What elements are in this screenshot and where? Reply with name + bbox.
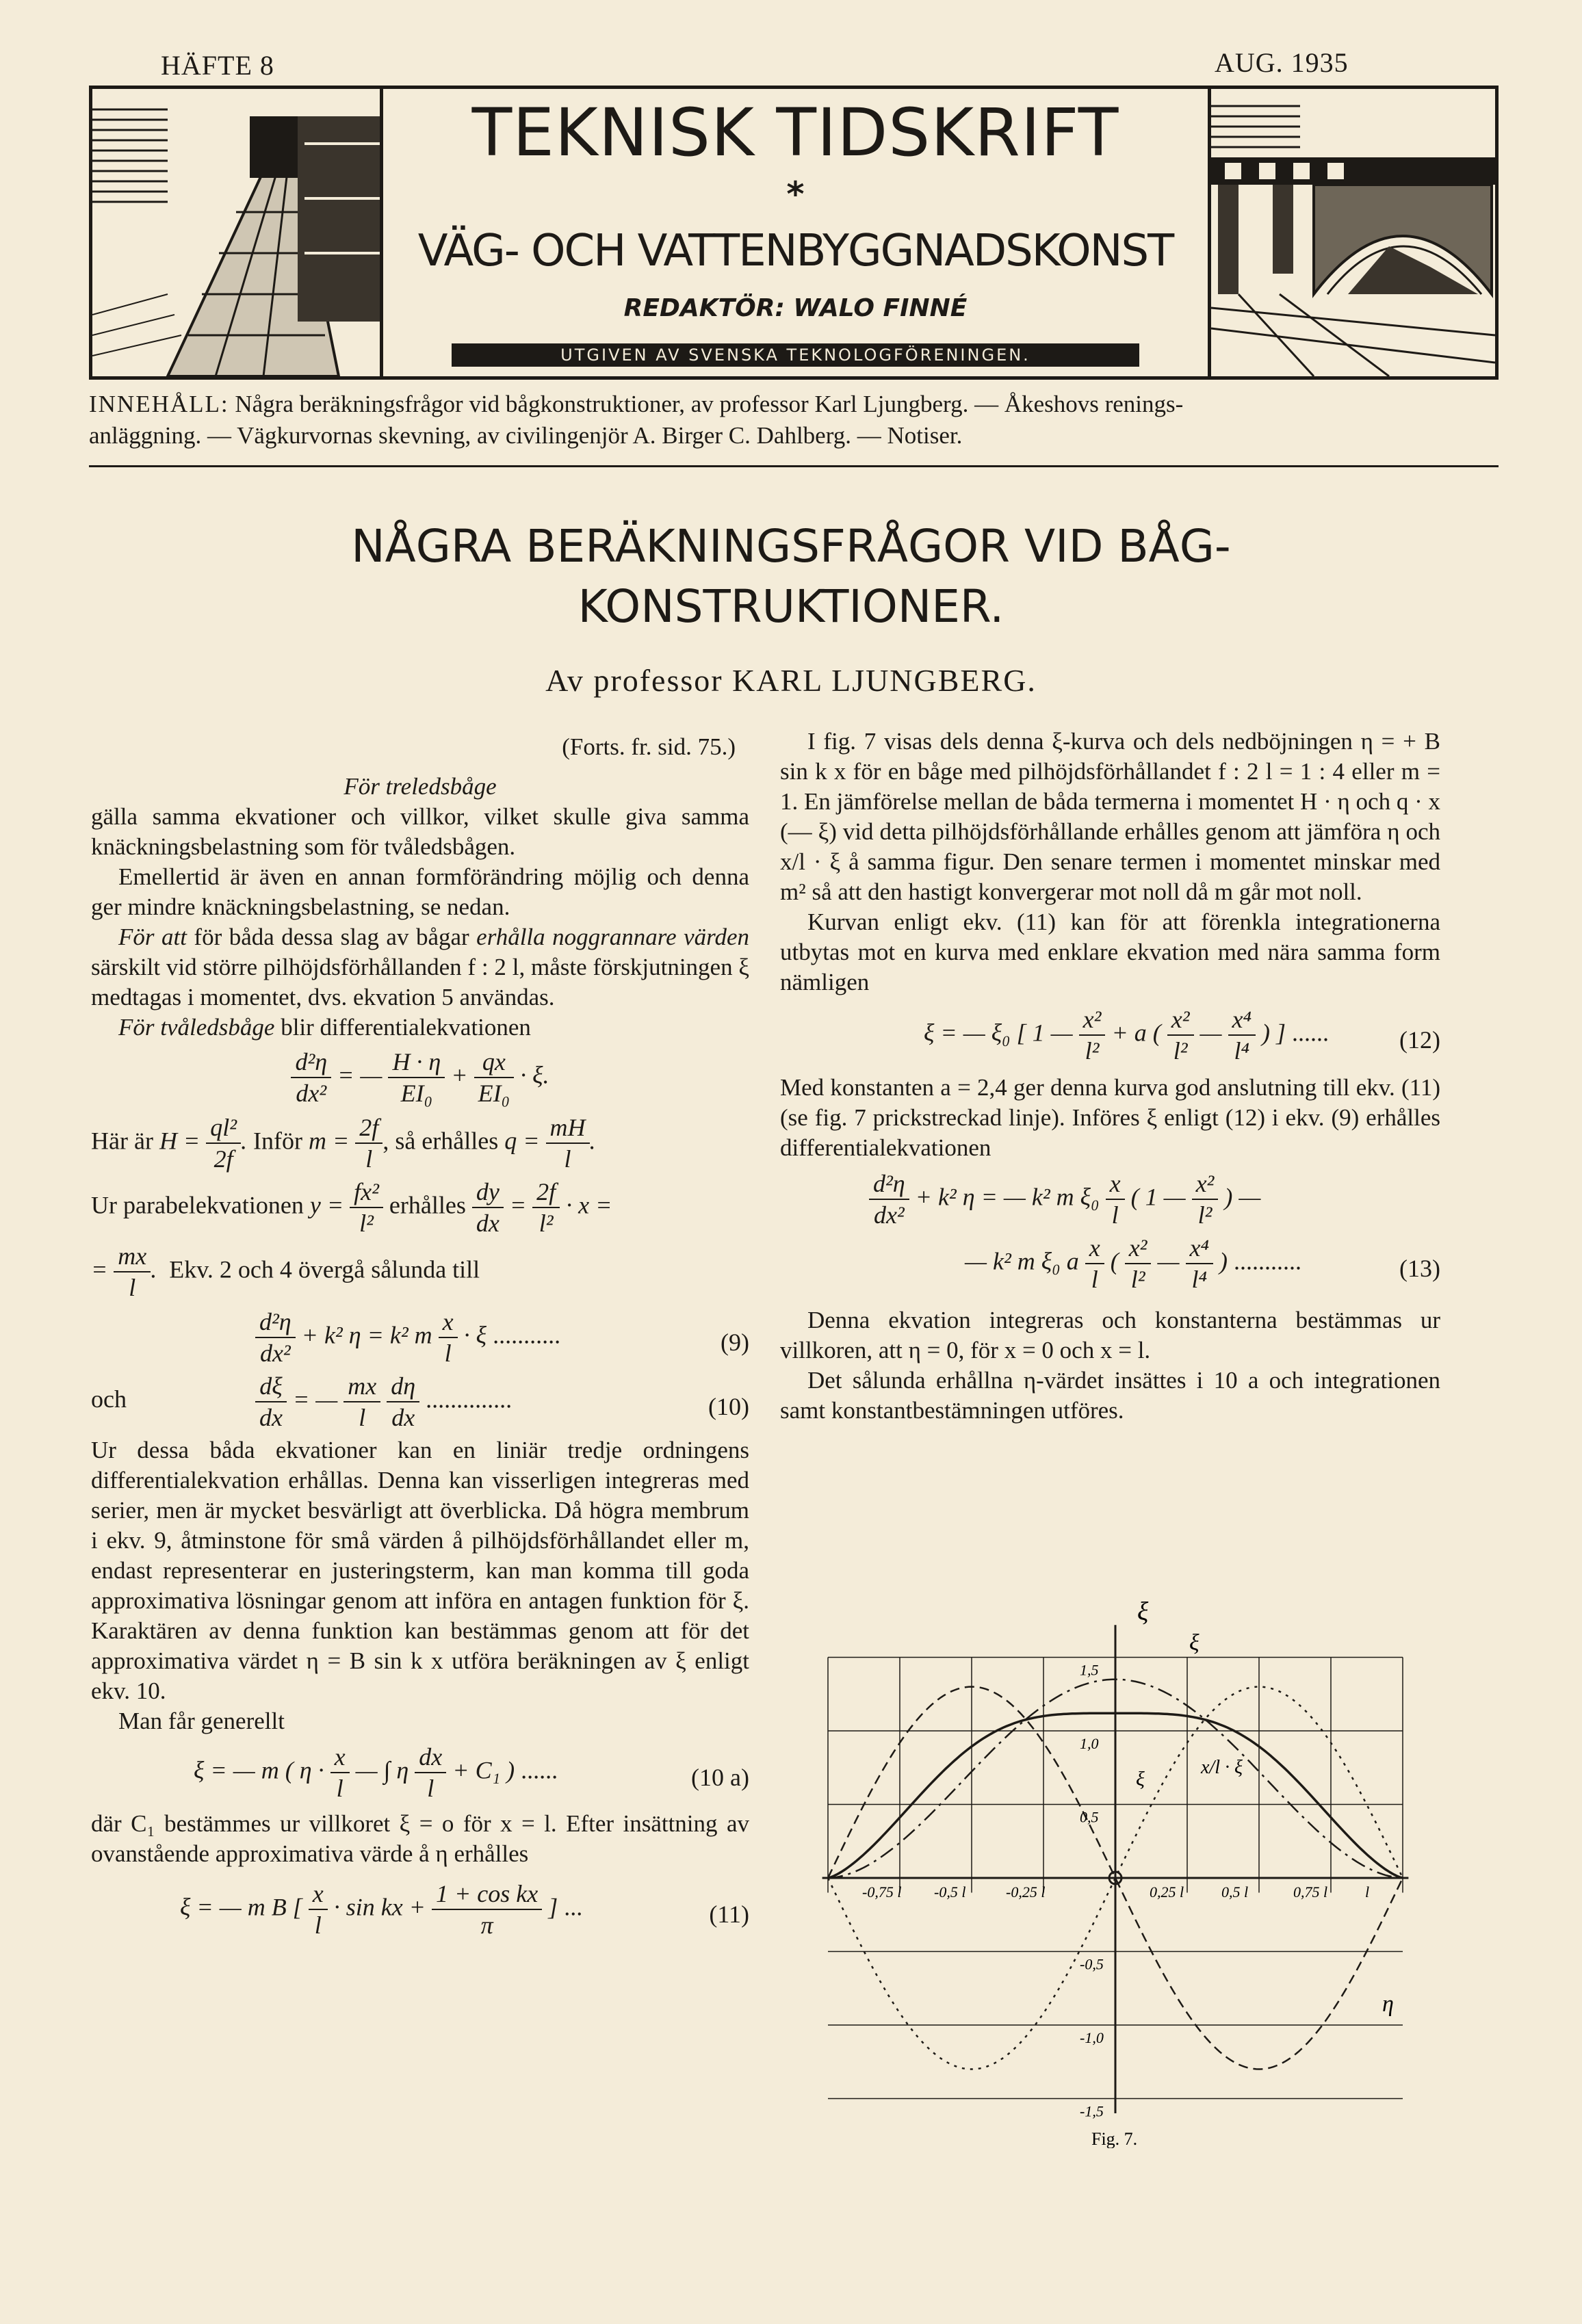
x-tick-label: 0,25 l [1150, 1883, 1184, 1901]
paragraph-1: gälla samma ekvationer och villkor, vilket skulle giva samma knäckningsbelastning som för tvåledsbågen. [91, 803, 749, 860]
eq10a-number: (10 a) [691, 1764, 749, 1791]
equation-9: $\frac{\text{d²η}}{\text{dx²}}$ + k² η = k² m $\frac{x}{l}$ · ξ ........... (9) [255, 1307, 749, 1368]
paragraph-3 [91, 922, 749, 1013]
y-tick-label: 1,0 [1080, 1735, 1099, 1752]
figure-caption: Fig. 7. [1091, 2129, 1138, 2148]
paragraph-7: där C₁ bestämmes ur villkoret ξ = o för x = l. Efter insättning av ovanstående approximativa värde å η erhålles [91, 1810, 749, 1867]
p3-italic-c: erhålla noggrannare värden [476, 924, 749, 950]
equation-mx: = $\frac{mx}{l}$ . Ekv. 2 och 4 övergå sålunda till [91, 1242, 480, 1301]
right-column [780, 727, 1440, 1426]
paragraph-2: Emellertid är även en annan formförändring möjlig och denna ger mindre knäckningsbelastning, se nedan. [91, 863, 749, 920]
eq13-number: (13) [1399, 1255, 1440, 1282]
figure-7 [780, 1601, 1457, 2148]
publisher-band [452, 343, 1139, 367]
ekv-text: Ekv. 2 och 4 övergå sålunda till [169, 1255, 480, 1283]
eq12-number: (12) [1399, 1026, 1440, 1054]
eq9-number: (9) [721, 1329, 749, 1356]
contents-line1 [89, 389, 1499, 420]
axis-label-xi: ξ [1137, 1601, 1149, 1626]
issue-date: AUG. 1935 [1215, 47, 1349, 78]
section-title: VÄG- OCH VATTENBYGGNADSKONST [417, 226, 1173, 276]
right-paragraph-4: Denna ekvation integreras och konstanterna bestämmas ur villkoren, att η = 0, för x = 0 och x = l. [780, 1307, 1440, 1363]
y-tick-label: 1,5 [1080, 1661, 1099, 1679]
right-paragraph-2: Kurvan enligt ekv. (11) kan för att förenkla integrationerna utbytas mot en kurva med enklare ekvation med nära samma form nämligen [780, 909, 1440, 995]
equation-12: ξ = — ξ₀ [ 1 — $\frac{\text{x²}}{\text{l²}}$ + a ( $\frac{\text{x²}}{\text{l²}}$ — $\frac{\text{x⁴}}{\text{l⁴}}$ ) ] ...... (12) [924, 1006, 1440, 1065]
x-tick-label: -0,75 l [862, 1883, 902, 1901]
right-paragraph-1: I fig. 7 visas dels denna ξ-kurva och dels nedböjningen η = + B sin k x för en båge med pilhöjdsförhållandet f : 2 l = 1 : 4 eller m = 1. En jämförelse mellan de båda termerna i momentet H · η och q · x (— ξ) vid detta pilhöjdsförhållande erhålles genom att jämföra η och x/l · ξ å samma figur. Den senare termen i momentet minskar med m² så att den hastigt konvergerar mot noll då m går mot noll. [780, 728, 1440, 905]
equation-10: och $\frac{d\xi}{dx}$ = — $\frac{mx}{l}$ $\frac{d\eta}{dx}$ .............. (10) [91, 1372, 749, 1431]
left-column [91, 732, 749, 1950]
journal-title: TEKNISK TIDSKRIFT [471, 94, 1119, 171]
y-tick-label: 0,5 [1080, 1808, 1099, 1826]
article-byline: Av professor KARL LJUNGBERG. [545, 663, 1037, 698]
curve-label-xi-mid: ξ [1136, 1768, 1145, 1790]
contents-block [89, 389, 1499, 452]
x-tick-label: -0,5 l [934, 1883, 966, 1901]
masthead-art-left [92, 89, 380, 376]
contents-label: INNEHÅLL: [89, 391, 229, 417]
masthead-art-right [1211, 89, 1495, 376]
right-paragraph-3: Med konstanten a = 2,4 ger denna kurva god anslutning till ekv. (11) (se fig. 7 prickstreckad linje). Införes ξ enligt (12) i ekv. (9) erhålles differentialekvationen [780, 1074, 1440, 1161]
curve-label-xl-xi: x/l · ξ [1201, 1757, 1243, 1778]
p4-text: blir differentialekvationen [274, 1014, 531, 1041]
equation-13a: $\frac{\text{d²η}}{\text{dx²}}$ + k² η = — k² m ξ₀ $\frac{x}{l}$ ( 1 — $\frac{\text{x²}}{\text{l²}}$ ) — [869, 1168, 1440, 1230]
masthead-star: * [786, 174, 805, 214]
och-label: och [91, 1385, 127, 1413]
subheading-treledsbage: För treledsbåge [343, 773, 497, 800]
x-tick-label: l [1365, 1883, 1370, 1901]
continued-note: (Forts. fr. sid. 75.) [562, 733, 736, 760]
editor-line: REDAKTÖR: WALO FINNÉ [623, 294, 968, 322]
p3-text-b: för båda dessa slag av bågar [186, 924, 477, 950]
equation-11: ξ = — m B [ $\frac{x}{l}$ · sin kx + $\frac{\text{1 + cos kx}}{\pi}$ ] ... (11) [180, 1880, 749, 1939]
erhalles-label: erhålles [389, 1191, 466, 1219]
contents-rule [89, 465, 1499, 467]
curve-label-xi: ξ [1189, 1630, 1200, 1656]
paragraph-5: Ur dessa båda ekvationer kan en liniär tredje ordningens differentialekvation erhållas. Denna kan visserligen integreras med serier, men är mycket besvärligt att överblicka. Då högra membrum i ekv. 9, åtminstone för små värden å pilhöjdsförhållandet eller m, endast representerar en justeringsterm, kan man komma till goda approximativa lösningar genom att införa en antagen funktion för ξ. Karaktären av denna funktion kan bestämmas genom att för det approximativa värdet η = B sin k x utföra beräkningen av ξ enligt ekv. 10. [91, 1437, 749, 1704]
x-tick-label: 0,5 l [1221, 1883, 1249, 1901]
x-tick-label: -0,25 l [1006, 1883, 1046, 1901]
y-tick-label: -1,5 [1080, 2102, 1104, 2120]
masthead [89, 86, 1499, 380]
p4-italic: För tvåledsbåge [118, 1014, 275, 1041]
contents-line2: anläggning. — Vägkurvornas skevning, av civilingenjör A. Birger C. Dahlberg. — Notiser. [89, 422, 963, 449]
parabel-label: Ur parabelekvationen [91, 1191, 304, 1219]
equation-parabola: Ur parabelekvationen y = $\frac{\text{fx²}}{\text{l²}}$ erhålles $\frac{dy}{dx}$ = $\frac{2f}{\text{l²}}$ · x = [91, 1178, 612, 1237]
sa-erhalles-label: , så erhålles [382, 1127, 499, 1155]
contents-text1: Några beräkningsfrågor vid bågkonstruktioner, av professor Karl Ljungberg. — Åkeshovs renings- [235, 391, 1184, 417]
figure-grid [822, 1625, 1409, 2113]
paragraph-4 [91, 1013, 749, 1043]
y-tick-label: -0,5 [1080, 1955, 1104, 1973]
equation-13b: — k² m ξ₀ a $\frac{x}{l}$ ( $\frac{\text{x²}}{\text{l²}}$ — $\frac{\text{x⁴}}{\text{l⁴}}$ ) ........... (13) [965, 1234, 1440, 1293]
equation-10a: ξ = — m ( η · $\frac{x}{l}$ — ∫ η $\frac{dx}{l}$ + C₁ ) ...... (10 a) [194, 1743, 749, 1802]
equation-diff: $\frac{\text{d²η}}{\text{dx²}}$ = — $\frac{H \cdot \eta}{\text{EI₀}}$ + $\frac{qx}{\text{EI₀}}$ · ξ. [91, 1047, 749, 1108]
paragraph-6: Man får generellt [118, 1708, 285, 1734]
infor-label: Inför [253, 1127, 302, 1155]
p3-text-d: särskilt vid större pilhöjdsförhållanden f : 2 l, måste förskjutningen ξ medtagas i momentet, dvs. ekvation 5 användas. [91, 954, 749, 1010]
issue-number: HÄFTE 8 [161, 50, 274, 81]
har-ar-label: Här är [91, 1127, 153, 1155]
x-tick-label: 0,75 l [1293, 1883, 1328, 1901]
masthead-title-panel [380, 89, 1211, 376]
article-title-line2: KONSTRUKTIONER. [578, 580, 1004, 633]
p3-italic-a: För att [118, 924, 187, 950]
publisher-text: UTGIVEN AV SVENSKA TEKNOLOGFÖRENINGEN. [560, 345, 1030, 365]
article-title-line1: NÅGRA BERÄKNINGSFRÅGOR VID BÅG- [351, 520, 1231, 573]
right-paragraph-5: Det sålunda erhållna η-värdet insättes i 10 a och integrationen samt konstantbestämningen utföres. [780, 1367, 1440, 1424]
eq10-number: (10) [708, 1393, 749, 1420]
y-tick-label: -1,0 [1080, 2029, 1104, 2046]
curve-label-eta: η [1382, 1992, 1394, 2017]
eq11-number: (11) [709, 1901, 749, 1928]
equation-H: Här är H = $\frac{\text{ql²}}{2f}$ . Inför m = $\frac{2f}{l}$ , så erhålles q = $\frac{mH}{l}$ . [91, 1114, 596, 1173]
